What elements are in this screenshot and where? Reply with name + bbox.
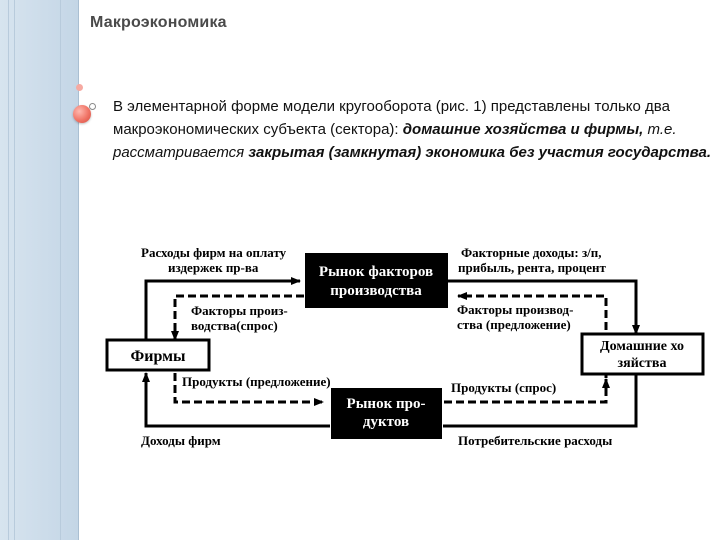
factor-income-label-1: Факторные доходы: з/п,	[461, 245, 602, 260]
factors-demand-label-2: водства(спрос)	[191, 318, 278, 333]
firm-income-label: Доходы фирм	[141, 433, 221, 448]
products-supply-label: Продукты (предложение)	[182, 374, 331, 389]
product-market-label-2: дуктов	[362, 414, 410, 430]
consumer-spending-label: Потребительские расходы	[458, 433, 613, 448]
firm-costs-label-1: Расходы фирм на оплату	[141, 245, 287, 260]
firms-label: Фирмы	[130, 348, 186, 365]
slide-title: Макроэкономика	[90, 14, 227, 31]
factor-market-label-1: Рынок факторов	[318, 264, 434, 280]
body-emphasis: закрытая (замкнутая) экономика без участия государства.	[248, 144, 712, 161]
body-emphasis: домашние хозяйства и фирмы,	[402, 121, 644, 138]
factors-supply-label-1: Факторы производ-	[457, 302, 574, 317]
households-label-2: зяйства	[617, 356, 667, 371]
factors-demand-label-1: Факторы произ-	[191, 303, 288, 318]
households-label-1: Домашние хо	[600, 339, 684, 354]
product-market-label-1: Рынок про-	[346, 396, 426, 412]
body-text: В элементарной форме модели кругооборота (рис. 1) представлены только два макроэкономических субъекта (сектора):	[113, 98, 670, 138]
factor-market-box	[305, 253, 448, 308]
factor-market-label-2: производства	[330, 283, 422, 299]
firm-costs-label-2: издержек пр-ва	[168, 260, 259, 275]
products-demand-label: Продукты (спрос)	[451, 380, 557, 395]
factors-supply-label-2: ства (предложение)	[457, 317, 571, 332]
factor-income-label-2: прибыль, рента, процент	[458, 260, 606, 275]
body-italic: т.е. рассматривается	[113, 121, 677, 161]
